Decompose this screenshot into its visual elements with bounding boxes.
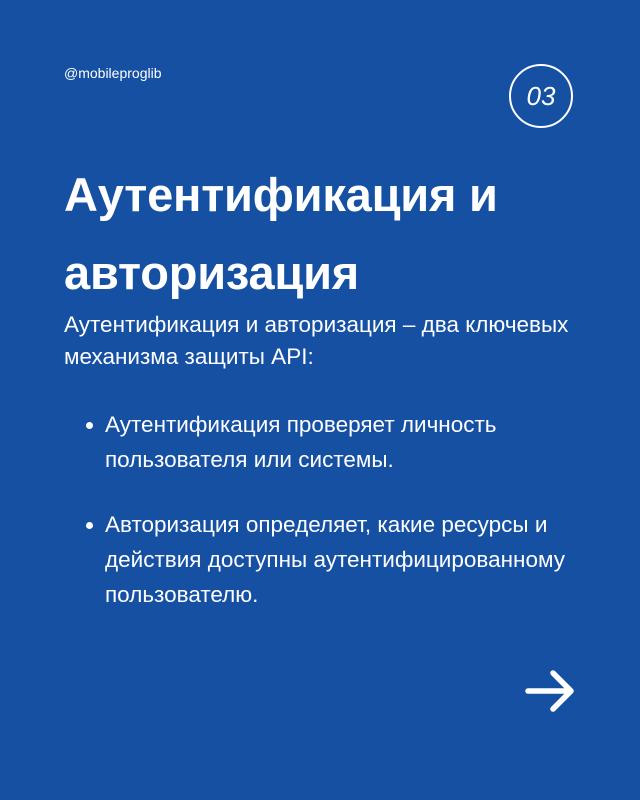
- bullet-item-authentication: [86, 407, 576, 477]
- account-handle: @mobileproglib: [64, 65, 162, 81]
- intro-text: Аутентификация и авторизация – два ключевых механизма защиты API:: [64, 312, 569, 369]
- bullet-list: [86, 407, 576, 612]
- page-number: 03: [526, 81, 556, 111]
- arrow-right-icon[interactable]: [524, 667, 576, 715]
- bullet-text: Аутентификация проверяет личность пользователя или системы.: [105, 412, 497, 472]
- page-number-badge: [509, 64, 573, 128]
- bullet-dot-icon: [86, 422, 93, 429]
- bullet-text: Авторизация определяет, какие ресурсы и действия доступны аутентифицированному пользователю.: [105, 512, 565, 607]
- bullet-dot-icon: [86, 522, 93, 529]
- slide-title: Аутентификация и авторизация: [64, 168, 498, 299]
- bullet-item-authorization: [86, 507, 576, 612]
